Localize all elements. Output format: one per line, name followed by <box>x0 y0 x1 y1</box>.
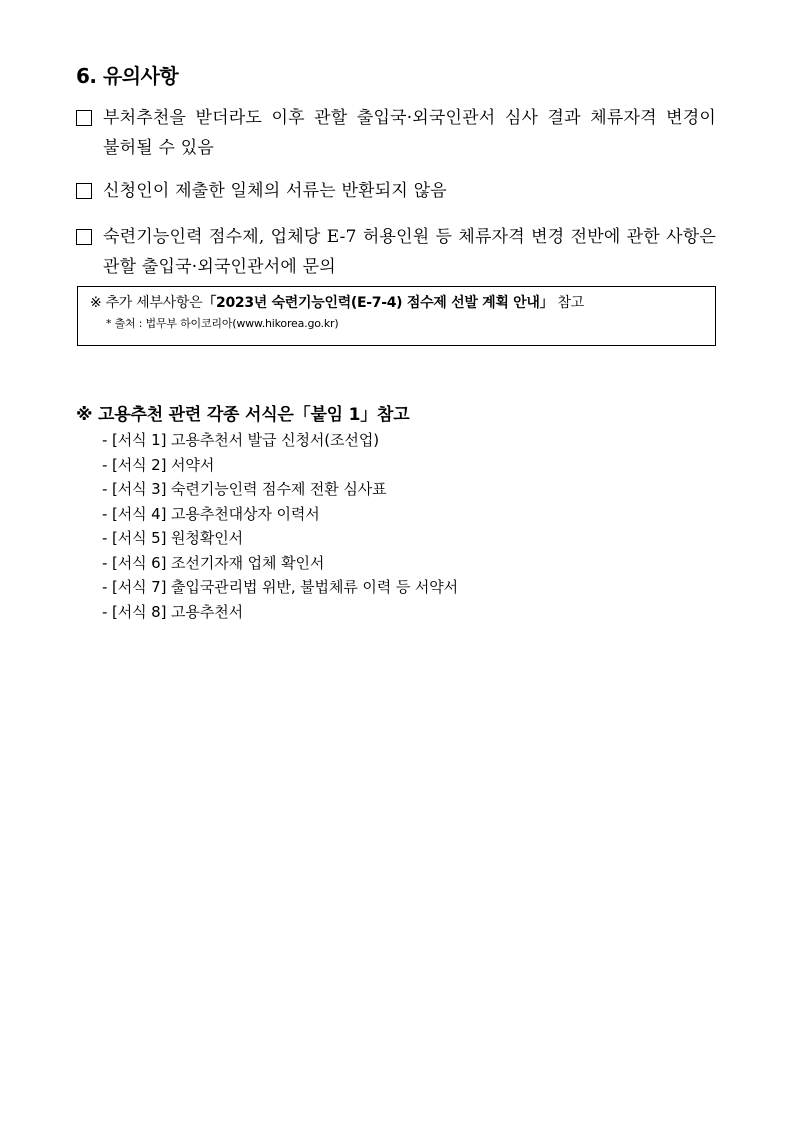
notice-box <box>77 286 716 346</box>
note-item-3 <box>76 222 716 282</box>
checkbox-square-icon <box>76 183 92 199</box>
checkbox-square-icon <box>76 229 92 245</box>
list-item: - [서식 8] 고용추천서 <box>102 602 243 621</box>
note-item-1 <box>76 103 716 163</box>
notice-line <box>90 292 703 314</box>
notice-emphasis: 「2023년 숙련기능인력(E-7-4) 점수제 선발 계획 안내」 <box>202 295 554 311</box>
list-item: - [서식 3] 숙련기능인력 점수제 전환 심사표 <box>102 480 387 498</box>
list-item: - [서식 4] 고용추천대상자 이력서 <box>102 504 320 523</box>
list-item: - [서식 1] 고용추천서 발급 신청서(조선업) <box>102 431 379 449</box>
list-item: - [서식 5] 원청확인서 <box>102 529 243 547</box>
checkbox-square-icon <box>76 110 92 126</box>
notice-source: * 출처 : 법무부 하이코리아(www.hikorea.go.kr) <box>106 317 339 330</box>
notice-suffix: 참고 <box>557 295 584 311</box>
forms-title: ※ 고용추천 관련 각종 서식은「붙임 1」참고 <box>76 405 410 425</box>
notice-prefix: ※ 추가 세부사항은 <box>90 295 203 311</box>
list-item: - [서식 6] 조선기자재 업체 확인서 <box>102 553 325 572</box>
list-item: - [서식 7] 출입국관리법 위반, 불법체류 이력 등 서약서 <box>102 578 459 596</box>
note-text: 신청인이 제출한 일체의 서류는 반환되지 않음 <box>103 181 447 201</box>
note-item-2 <box>76 176 716 206</box>
note-text: 부처추천을 받더라도 이후 관할 출입국·외국인관서 심사 결과 체류자격 변경이 불허될 수 있음 <box>103 108 716 158</box>
section-title: 6. 유의사항 <box>76 64 179 88</box>
list-item: - [서식 2] 서약서 <box>102 455 215 474</box>
note-text: 숙련기능인력 점수제, 업체당 E-7 허용인원 등 체류자격 변경 전반에 관한 사항은 관할 출입국·외국인관서에 문의 <box>103 227 716 277</box>
forms-list <box>102 428 458 624</box>
